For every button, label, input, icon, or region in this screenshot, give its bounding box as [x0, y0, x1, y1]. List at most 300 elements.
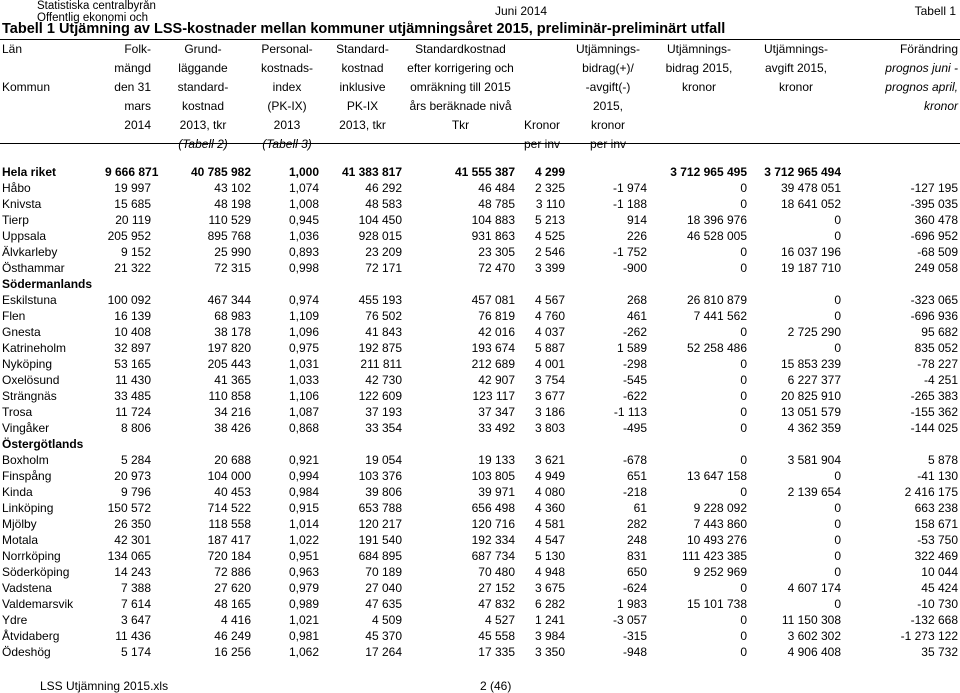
table-cell: 197 820	[207, 341, 251, 355]
column-header-line: 2013, tkr	[339, 118, 386, 132]
table-cell: 42 301	[114, 533, 151, 547]
organization-name: Statistiska centralbyrån Offentlig ekonomi och	[37, 0, 156, 24]
column-header-line	[103, 135, 153, 154]
column-header-line	[517, 78, 567, 97]
table-cell: 687 734	[471, 549, 515, 563]
table-cell: 18 641 052	[780, 197, 841, 211]
table-cell: 0	[740, 453, 747, 467]
column-header-line: 2013	[273, 118, 301, 132]
table-cell: -218	[622, 485, 647, 499]
municipality-name: Älvkarleby	[2, 245, 58, 259]
table-cell: 103 805	[471, 469, 515, 483]
table-cell: 3 677	[534, 389, 565, 403]
table-cell: 0,984	[288, 485, 319, 499]
column-header-line: index	[272, 80, 302, 94]
table-cell: -622	[622, 389, 647, 403]
table-cell: 831	[626, 549, 647, 563]
column-header-line	[517, 97, 567, 116]
table-cell: 7 441 562	[693, 309, 747, 323]
table-cell: 282	[626, 517, 647, 531]
county-heading-row	[0, 276, 960, 292]
table-cell: 663 238	[914, 501, 958, 515]
header-row	[0, 135, 960, 154]
table-cell: 0	[740, 373, 747, 387]
table-row	[0, 644, 960, 660]
table-cell: 0	[740, 357, 747, 371]
table-cell: 15 685	[114, 197, 151, 211]
municipality-name: Strängnäs	[2, 389, 57, 403]
table-cell: 61	[633, 501, 647, 515]
table-cell: 914	[626, 213, 647, 227]
table-cell: 0	[740, 485, 747, 499]
column-header-line: Utjämnings-	[575, 42, 641, 56]
table-cell: 120 217	[358, 517, 402, 531]
table-row	[0, 212, 960, 228]
column-header-line: (Tabell 3)	[262, 137, 312, 151]
table-cell: -155 362	[910, 405, 958, 419]
table-cell: 720 184	[207, 549, 251, 563]
table-cell: 2 325	[534, 181, 565, 195]
table-cell: 15 101 738	[686, 597, 747, 611]
table-cell: 40 453	[214, 485, 251, 499]
header-row	[0, 116, 960, 135]
table-cell: 205 952	[107, 229, 151, 243]
table-cell: 46 528 005	[686, 229, 747, 243]
table-cell: 150 572	[107, 501, 151, 515]
column-header-line: per inv	[589, 137, 627, 151]
table-cell: 70 480	[478, 565, 515, 579]
table-cell: 1,109	[288, 309, 319, 323]
table-row	[0, 628, 960, 644]
table-cell: -41 130	[917, 469, 958, 483]
table-cell: 5 213	[534, 213, 565, 227]
table-cell: 0	[740, 389, 747, 403]
column-header-line	[321, 135, 404, 154]
table-row	[0, 324, 960, 340]
table-row	[0, 260, 960, 276]
table-cell: 0	[834, 293, 841, 307]
municipality-name: Tierp	[2, 213, 29, 227]
municipality-name: Boxholm	[2, 453, 49, 467]
table-cell: 0	[740, 181, 747, 195]
table-row	[0, 452, 960, 468]
column-header-line: kronor	[923, 99, 958, 113]
table-row	[0, 292, 960, 308]
table-cell: 76 502	[365, 309, 402, 323]
table-reference: Tabell 1	[914, 4, 956, 18]
table-cell: 9 228 092	[693, 501, 747, 515]
table-cell: -624	[622, 581, 647, 595]
county-name: Södermanlands	[2, 277, 93, 291]
table-cell: 455 193	[358, 293, 402, 307]
table-cell: 467 344	[207, 293, 251, 307]
table-cell: 68 983	[214, 309, 251, 323]
table-cell: 32 897	[114, 341, 151, 355]
table-cell: 104 450	[358, 213, 402, 227]
table-cell: 9 666 871	[105, 165, 159, 179]
column-header-line: Utjämnings-	[763, 42, 829, 56]
municipality-name: Håbo	[2, 181, 31, 195]
column-header-line	[649, 97, 749, 116]
table-cell: 27 040	[365, 581, 402, 595]
table-cell: 7 443 860	[693, 517, 747, 531]
report-date: Juni 2014	[495, 4, 548, 18]
table-cell: 45 558	[478, 629, 515, 643]
table-cell: 134 065	[107, 549, 151, 563]
table-cell: 19 187 710	[780, 261, 841, 275]
table-cell: 187 417	[207, 533, 251, 547]
table-cell: -132 668	[910, 613, 958, 627]
column-header-line: (PK-IX)	[267, 99, 307, 113]
table-cell: 23 209	[365, 245, 402, 259]
table-cell: -315	[622, 629, 647, 643]
table-cell: 4 509	[371, 613, 402, 627]
table-row	[0, 372, 960, 388]
table-cell: 20 825 910	[780, 389, 841, 403]
municipality-name: Gnesta	[2, 325, 41, 339]
municipality-name: Trosa	[2, 405, 33, 419]
spacer-row	[0, 154, 960, 164]
table-cell: 1,062	[288, 645, 319, 659]
table-cell: 53 165	[114, 357, 151, 371]
column-header-line: prognos april,	[885, 80, 958, 94]
table-cell: 457 081	[471, 293, 515, 307]
table-cell: 0	[740, 645, 747, 659]
table-row	[0, 308, 960, 324]
table-cell: 20 688	[214, 453, 251, 467]
table-cell: 0	[834, 501, 841, 515]
table-cell: -696 936	[910, 309, 958, 323]
footer-page: 2 (46)	[480, 679, 512, 693]
table-cell: 0	[740, 261, 747, 275]
table-cell: 3 803	[534, 421, 565, 435]
table-row	[0, 420, 960, 436]
footer-filename: LSS Utjämning 2015.xls	[40, 679, 169, 693]
column-header-line	[749, 97, 843, 116]
table-cell: 4 567	[534, 293, 565, 307]
table-cell: 1,074	[288, 181, 319, 195]
table-cell: 211 811	[360, 357, 402, 371]
table-cell: 11 436	[115, 629, 151, 643]
table-cell: 1,021	[288, 613, 319, 627]
header-row	[0, 97, 960, 116]
table-cell: 6 227 377	[787, 373, 841, 387]
table-cell: 656 498	[471, 501, 515, 515]
column-header-line	[649, 135, 749, 154]
table-cell: 42 907	[478, 373, 515, 387]
table-cell: 4 581	[534, 517, 565, 531]
table-cell: 1,022	[288, 533, 319, 547]
table-cell: 17 335	[478, 645, 515, 659]
table-cell: 322 469	[914, 549, 958, 563]
table-cell: 37 193	[365, 405, 402, 419]
table-cell: 2 139 654	[787, 485, 841, 499]
table-cell: 76 819	[478, 309, 515, 323]
table-cell: 4 001	[534, 357, 565, 371]
table-cell: 52 258 486	[686, 341, 747, 355]
column-header-line	[517, 59, 567, 78]
table-cell: 249 058	[914, 261, 958, 275]
table-cell: 0	[834, 469, 841, 483]
table-row	[0, 388, 960, 404]
table-cell: 46 249	[214, 629, 251, 643]
table-cell: 0	[740, 629, 747, 643]
table-cell: 16 256	[214, 645, 251, 659]
table-cell: 226	[626, 229, 647, 243]
column-header-line: inklusive	[339, 80, 386, 94]
table-cell: 0,963	[288, 565, 319, 579]
table-cell: 1,008	[288, 197, 319, 211]
table-cell: 1,031	[288, 357, 319, 371]
table-cell: 835 052	[914, 341, 958, 355]
table-row	[0, 468, 960, 484]
table-cell: 120 716	[471, 517, 515, 531]
table-cell: -323 065	[910, 293, 958, 307]
table-cell: 205 443	[207, 357, 251, 371]
table-cell: 41 555 387	[454, 165, 515, 179]
table-cell: 9 796	[120, 485, 151, 499]
table-cell: 0,915	[288, 501, 319, 515]
table-row	[0, 340, 960, 356]
municipality-name: Flen	[2, 309, 26, 323]
table-cell: 104 000	[207, 469, 251, 483]
table-cell: 45 370	[365, 629, 402, 643]
table-cell: 11 430	[115, 373, 151, 387]
column-header-line: Personal-	[261, 42, 313, 56]
column-header-line: omräkning till 2015	[410, 80, 511, 94]
table-cell: 41 383 817	[341, 165, 402, 179]
table-cell: 47 635	[365, 597, 402, 611]
column-header-line: kostnad	[341, 61, 384, 75]
table-cell: 3 602 302	[787, 629, 841, 643]
table-cell: 4 080	[534, 485, 565, 499]
table-cell: 3 754	[534, 373, 565, 387]
table-cell: 14 243	[114, 565, 151, 579]
table-row	[0, 180, 960, 196]
table-cell: 103 376	[358, 469, 402, 483]
table-cell: 248	[626, 533, 647, 547]
table-cell: 48 165	[214, 597, 251, 611]
column-header-line: -avgift(-)	[585, 80, 631, 94]
table-cell: 4 949	[534, 469, 565, 483]
table-cell: 123 117	[472, 389, 515, 403]
table-cell: 4 607 174	[787, 581, 841, 595]
table-cell: 360 478	[914, 213, 958, 227]
table-cell: 0	[834, 341, 841, 355]
table-cell: -4 251	[923, 373, 958, 387]
county-name: Östergötlands	[2, 437, 84, 451]
table-cell: 3 712 965 494	[764, 165, 841, 179]
table-cell: 100 092	[107, 293, 151, 307]
table-cell: 43 102	[214, 181, 251, 195]
table-cell: 212 689	[471, 357, 515, 371]
table-cell: 38 178	[214, 325, 251, 339]
table-cell: 650	[626, 565, 647, 579]
table-cell: 4 527	[484, 613, 515, 627]
table-cell: -1 113	[613, 405, 647, 419]
municipality-name: Uppsala	[2, 229, 47, 243]
table-cell: 46 292	[365, 181, 402, 195]
table-cell: -53 750	[917, 533, 958, 547]
table-cell: 39 806	[365, 485, 402, 499]
table-cell: 41 843	[365, 325, 402, 339]
table-cell: 191 540	[358, 533, 402, 547]
table-cell: 193 674	[471, 341, 515, 355]
table-cell: -68 509	[917, 245, 958, 259]
table-row	[0, 596, 960, 612]
table-cell: 1,096	[288, 325, 319, 339]
table-cell: 4 948	[534, 565, 565, 579]
column-header-line: avgift 2015,	[764, 61, 828, 75]
table-cell: 0,981	[288, 629, 319, 643]
table-cell: 192 875	[358, 341, 402, 355]
table-cell: 2 546	[534, 245, 565, 259]
table-cell: 4 362 359	[787, 421, 841, 435]
column-header-line: Kronor	[523, 118, 561, 132]
table-cell: 5 174	[120, 645, 151, 659]
table-cell: 111 423 385	[682, 549, 747, 563]
column-header-line: Standardkostnad	[415, 42, 506, 56]
table-cell: 0	[834, 213, 841, 227]
table-cell: 1,036	[288, 229, 319, 243]
column-header-line: Folk-	[124, 42, 151, 56]
column-header-line: prognos juni -	[885, 61, 958, 75]
table-cell: 19 997	[114, 181, 151, 195]
table-cell: 0,945	[288, 213, 319, 227]
table-cell: -900	[622, 261, 647, 275]
table-cell: -678	[622, 453, 647, 467]
municipality-name: Norrköping	[2, 549, 61, 563]
table-cell: 11 150 308	[781, 613, 841, 627]
table-cell: 5 878	[927, 453, 958, 467]
column-header-line: Förändring	[899, 42, 958, 56]
table-cell: 46 484	[478, 181, 515, 195]
table-cell: 1,106	[288, 389, 319, 403]
table-cell: 9 152	[120, 245, 151, 259]
column-header-line: läggande	[178, 61, 228, 75]
table-cell: 1,000	[288, 165, 319, 179]
table-row	[0, 404, 960, 420]
column-header-line: Tkr	[451, 118, 470, 132]
report-header	[0, 0, 960, 36]
table-cell	[843, 164, 960, 180]
table-cell: 27 620	[214, 581, 251, 595]
column-header-line: mängd	[114, 61, 151, 75]
municipality-name: Vingåker	[2, 421, 50, 435]
table-cell: 3 675	[534, 581, 565, 595]
table-cell: 714 522	[207, 501, 251, 515]
municipality-name: Valdemarsvik	[2, 597, 74, 611]
table-cell: 0	[834, 549, 841, 563]
table-cell: 40 785 982	[190, 165, 251, 179]
municipality-name: Kinda	[2, 485, 33, 499]
header-row	[0, 59, 960, 78]
column-header-line: kostnad	[181, 99, 225, 113]
table-cell: 0,951	[288, 549, 319, 563]
page-title: Tabell 1 Utjämning av LSS-kostnader mellan kommuner utjämningsåret 2015, preliminär-preliminärt utfall	[2, 21, 726, 37]
column-header-line: års beräknade nivå	[409, 99, 512, 113]
table-cell: 3 647	[120, 613, 151, 627]
column-header-line: per inv	[523, 137, 561, 151]
table-cell: 4 360	[534, 501, 565, 515]
table-row	[0, 228, 960, 244]
table-cell: 0	[834, 229, 841, 243]
table-cell: 0,975	[288, 341, 319, 355]
table-cell: 4 547	[534, 533, 565, 547]
table-cell: 0	[834, 533, 841, 547]
column-header-line: mars	[124, 99, 151, 113]
table-cell: -696 952	[910, 229, 958, 243]
municipality-name: Knivsta	[2, 197, 42, 211]
column-header-line: Utjämnings-	[666, 42, 732, 56]
column-header-line: Kommun	[2, 80, 51, 94]
table-cell: 7 614	[120, 597, 151, 611]
municipality-name: Oxelösund	[2, 373, 60, 387]
table-cell: 5 887	[534, 341, 565, 355]
column-header-line: (Tabell 2)	[178, 137, 228, 151]
table-cell: -144 025	[910, 421, 958, 435]
municipality-name: Vadstena	[2, 581, 52, 595]
table-cell: 48 785	[478, 197, 515, 211]
column-header-line: 2015,	[592, 99, 624, 113]
table-cell: 27 152	[478, 581, 515, 595]
column-header-line: kronor	[778, 80, 813, 94]
data-table	[0, 40, 960, 660]
table-cell: 3 621	[534, 453, 565, 467]
table-row	[0, 580, 960, 596]
table-cell: 11 724	[115, 405, 151, 419]
table-cell: 19 133	[478, 453, 515, 467]
column-header-line	[0, 135, 103, 154]
table-row	[0, 548, 960, 564]
table-row	[0, 356, 960, 372]
municipality-name: Motala	[2, 533, 39, 547]
table-cell: -262	[622, 325, 647, 339]
table-cell: 0	[740, 613, 747, 627]
table-cell: 35 732	[921, 645, 958, 659]
table-cell: 2 725 290	[787, 325, 841, 339]
column-header-line	[517, 40, 567, 59]
table-cell: 3 984	[534, 629, 565, 643]
table-cell: 0	[740, 421, 747, 435]
table-cell: 0,921	[288, 453, 319, 467]
table-cell: -1 974	[612, 181, 647, 195]
table-cell: 0,979	[288, 581, 319, 595]
table-cell: 42 730	[365, 373, 402, 387]
table-cell: 158 671	[914, 517, 958, 531]
table-cell: 0,893	[288, 245, 319, 259]
table-cell: 48 583	[365, 197, 402, 211]
table-cell: 9 252 969	[693, 565, 747, 579]
table-cell: 33 354	[365, 421, 402, 435]
table-cell: 70 189	[365, 565, 402, 579]
table-cell: 0	[740, 197, 747, 211]
table-cell: 2 416 175	[904, 485, 958, 499]
table-cell: 47 832	[478, 597, 515, 611]
table-cell: 8 806	[120, 421, 151, 435]
table-cell: -10 730	[917, 597, 958, 611]
table-cell: -948	[622, 645, 647, 659]
table-cell: 0	[740, 245, 747, 259]
table-cell: 5 284	[120, 453, 151, 467]
column-header-line	[0, 59, 103, 78]
table-cell: 4 299	[534, 165, 565, 179]
table-cell: 192 334	[471, 533, 515, 547]
table-cell: -3 057	[612, 613, 647, 627]
municipality-name: Ydre	[2, 613, 28, 627]
table-cell: 0	[834, 309, 841, 323]
header-row	[0, 40, 960, 59]
